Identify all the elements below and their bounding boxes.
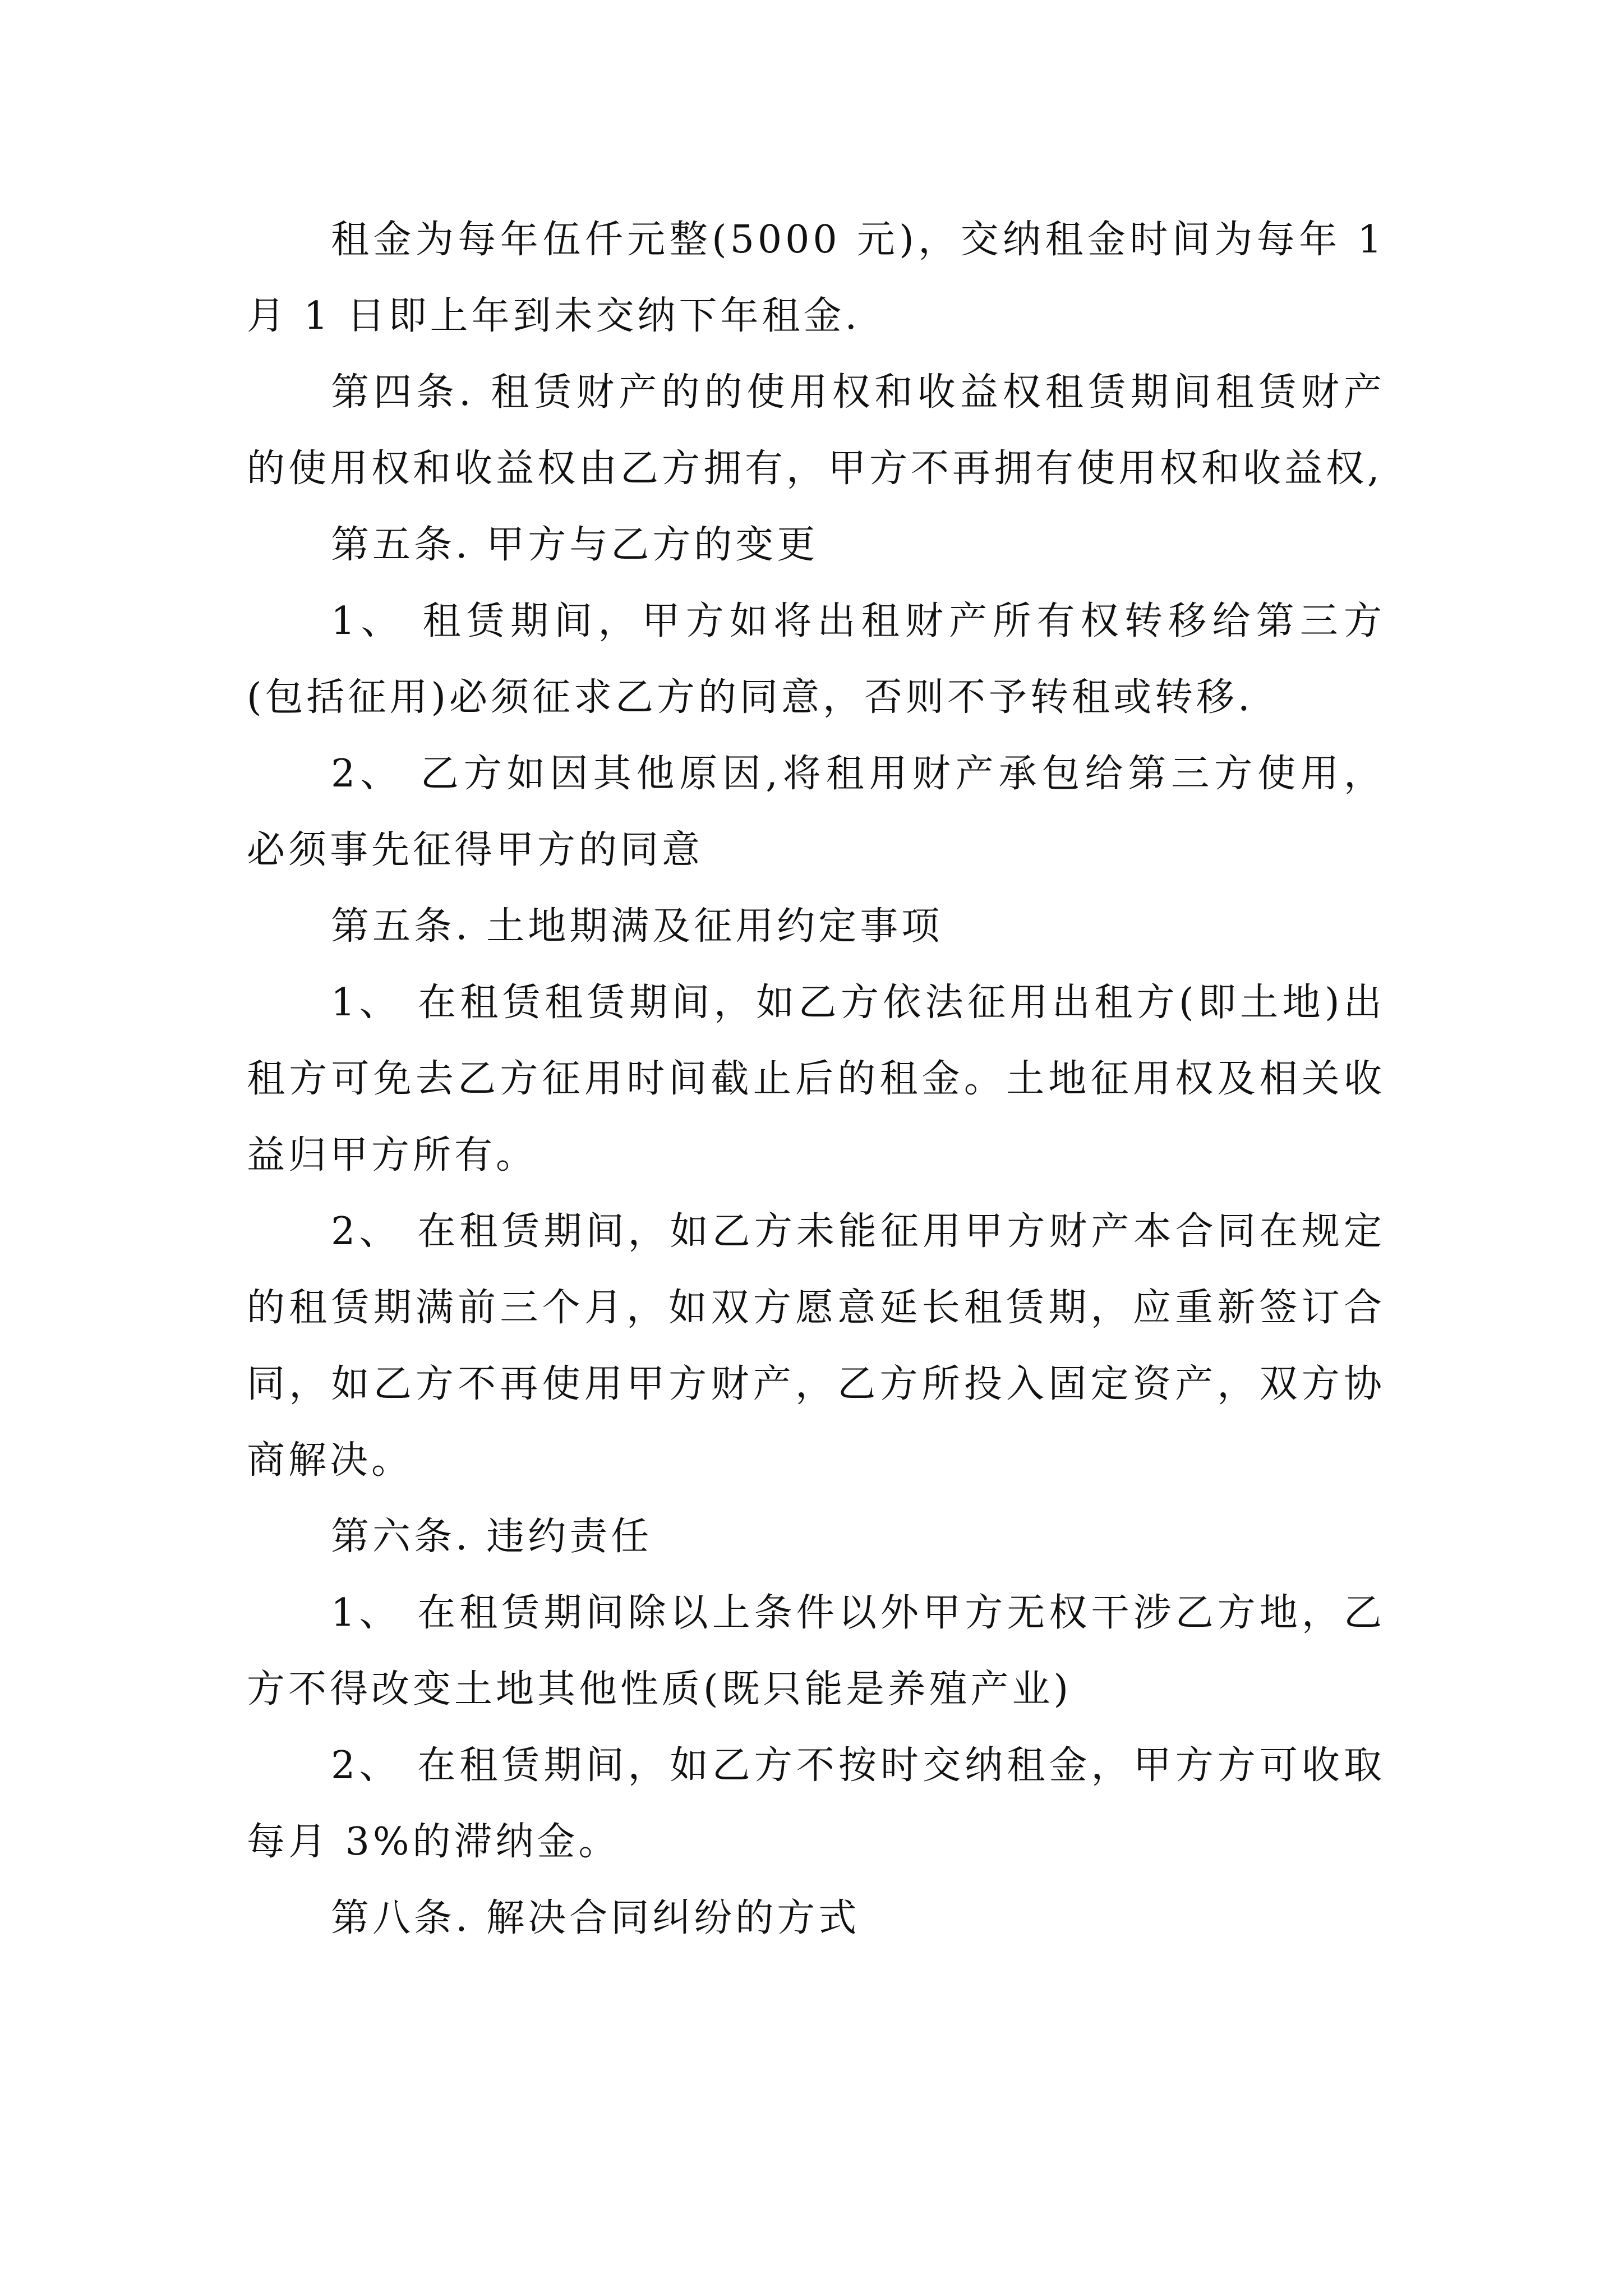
- paragraph-expiry-item-2: 2、 在租赁期间，如乙方未能征用甲方财产本合同在规定的租赁期满前三个月，如双方愿意延长租赁期，应重新签订合同，如乙方不再使用甲方财产，乙方所投入固定资产，双方协商解决。: [247, 1209, 1385, 1483]
- heading-article-5-change: 第五条. 甲方与乙方的变更: [331, 523, 819, 567]
- paragraph-article-6-item-2: 2、 在租赁期间，如乙方不按时交纳租金，甲方方可收取每月 3%的滞纳金。: [247, 1743, 1385, 1864]
- paragraph-article-4: 第四条. 租赁财产的的使用权和收益权租赁期间租赁财产的使用权和收益权由乙方拥有，甲方不再拥有使用权和收益权,: [247, 370, 1385, 491]
- contract-body: [247, 202, 1385, 1957]
- paragraph-article-5-item-1: 1、 租赁期间，甲方如将出租财产所有权转移给第三方(包括征用)必须征求乙方的同意，否则不予转租或转移.: [247, 599, 1385, 720]
- heading-article-5-expiry: 第五条. 土地期满及征用约定事项: [331, 904, 943, 949]
- paragraph-article-5-item-2: 2、 乙方如因其他原因,将租用财产承包给第三方使用，必须事先征得甲方的同意: [247, 752, 1385, 872]
- heading-article-6: 第六条. 违约责任: [331, 1515, 653, 1559]
- paragraph-article-6-item-1: 1、 在租赁期间除以上条件以外甲方无权干涉乙方地，乙方不得改变土地其他性质(既只能是养殖产业): [247, 1591, 1385, 1711]
- heading-article-8: 第八条. 解决合同纠纷的方式: [331, 1896, 860, 1940]
- paragraph-expiry-item-1: 1、 在租赁租赁期间，如乙方依法征用出租方(即土地)出租方可免去乙方征用时间截止后的租金。土地征用权及相关收益归甲方所有。: [247, 981, 1385, 1177]
- paragraph-rent-terms: 租金为每年伍仟元整(5000 元)，交纳租金时间为每年 1 月 1 日即上年到未交纳下年租金.: [247, 218, 1385, 338]
